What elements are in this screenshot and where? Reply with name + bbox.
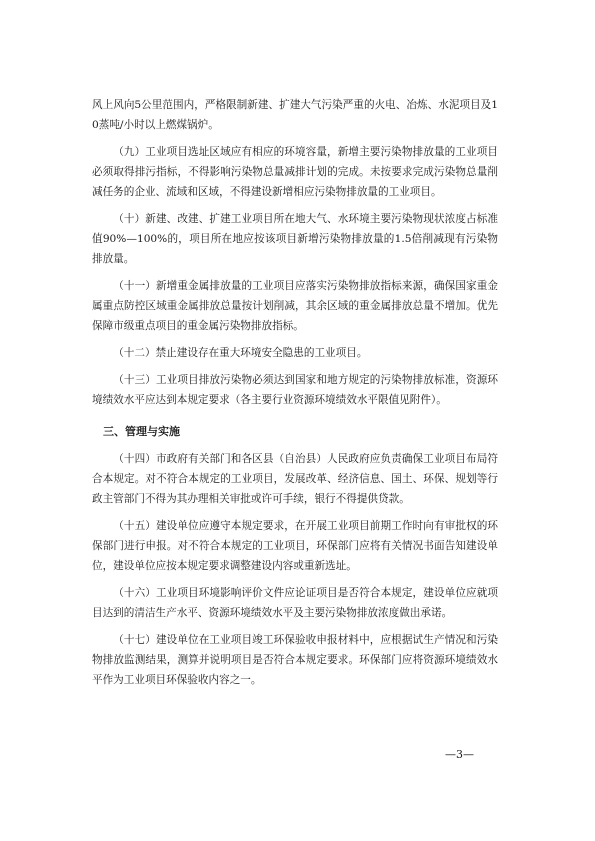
paragraph-item-13: （十三）工业项目排放污染物必须达到国家和地方规定的污染物排放标准，资源环境绩效水平应达到本规定要求（各主要行业资源环境绩效水平限值见附件）。 — [92, 374, 498, 406]
paragraph-item-15: （十五）建设单位应遵守本规定要求，在开展工业项目前期工作时向有审批权的环保部门进行申报。对不符合本规定的工业项目，环保部门应将有关情况书面告知建设单位，建设单位应按本规定要求调整建设内容或重新选址。 — [92, 520, 498, 572]
paragraph-item-10: （十）新建、改建、扩建工业项目所在地大气、水环境主要污染物现状浓度占标准值90%—100%的，项目所在地应按该项目新增污染物排放量的1.5倍削减现有污染物排放量。 — [92, 213, 498, 265]
paragraph-item-17: （十七）建设单位在工业项目竣工环保验收申报材料中，应根据试生产情况和污染物排放监测结果，测算并说明项目是否符合本规定要求。环保部门应将资源环境绩效水平作为工业项目环保验收内容之一。 — [92, 634, 498, 686]
paragraph-item-9: （九）工业项目选址区域应有相应的环境容量，新增主要污染物排放量的工业项目必须取得排污指标，不得影响污染物总量减排计划的完成。未按要求完成污染物总量削减任务的企业、流域和区域，不得建设新增相应污染物排放量的工业项目。 — [92, 146, 498, 198]
paragraph-continuation: 风上风向5公里范围内，严格限制新建、扩建大气污染严重的火电、冶炼、水泥项目及10蒸吨/小时以上燃煤锅炉。 — [92, 99, 498, 131]
document-body — [92, 95, 498, 697]
page-number: —3— — [445, 748, 474, 761]
section-heading: 三、管理与实施 — [103, 425, 180, 438]
paragraph-item-16: （十六）工业项目环境影响评价文件应论证项目是否符合本规定，建设单位应就项目达到的清洁生产水平、资源环境绩效水平及主要污染物排放浓度做出承诺。 — [92, 587, 498, 619]
paragraph-item-14: （十四）市政府有关部门和各区县（自治县）人民政府应负责确保工业项目布局符合本规定。对不符合本规定的工业项目，发展改革、经济信息、国土、环保、规划等行政主管部门不得为其办理相关审批或许可手续，银行不得提供贷款。 — [92, 453, 498, 505]
paragraph-item-12: （十二）禁止建设存在重大环境安全隐患的工业项目。 — [113, 347, 368, 359]
paragraph-item-11: （十一）新增重金属排放量的工业项目应落实污染物排放指标来源，确保国家重金属重点防控区域重金属排放总量按计划削减，其余区域的重金属排放总量不增加。优先保障市级重点项目的重金属污染物排放指标。 — [92, 280, 498, 332]
